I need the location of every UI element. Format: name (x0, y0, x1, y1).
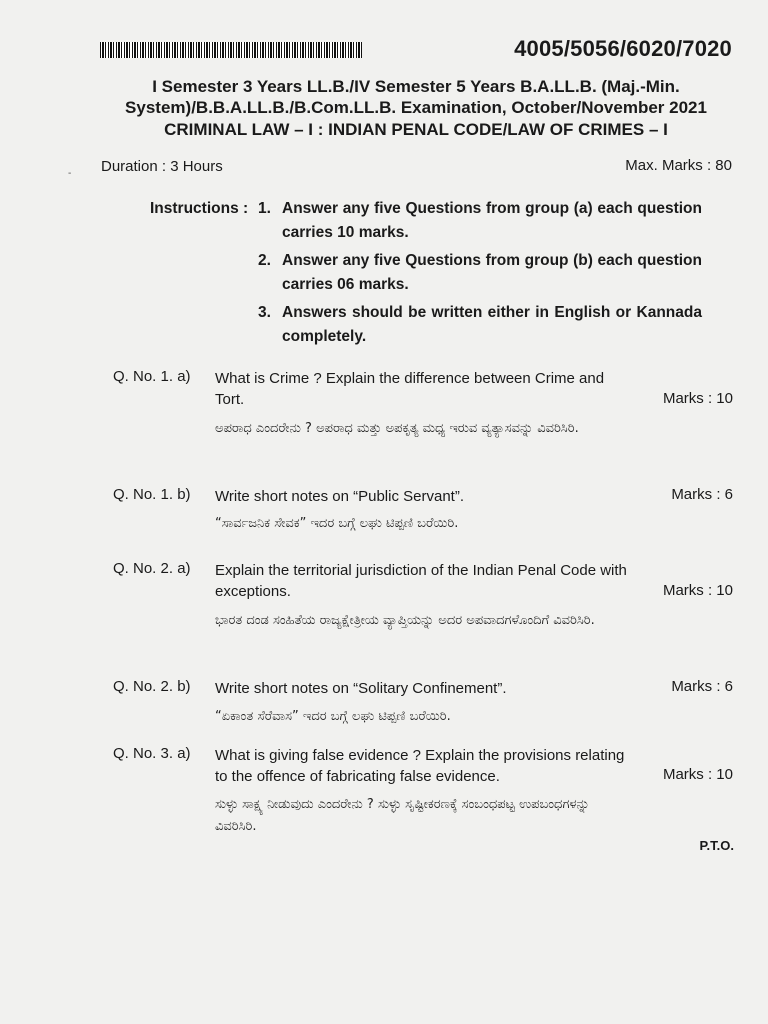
question-kannada: ಅಪರಾಧ ಎಂದರೇನು ? ಅಪರಾಧ ಮತ್ತು ಅಪಕೃತ್ಯ ಮಧ್ಯ ಇರುವ ವ್ಯತ್ಯಾಸವನ್ನು ವಿವರಿಸಿರಿ. (215, 421, 579, 436)
paper-code: 4005/5056/6020/7020 (514, 36, 732, 61)
instruction-number: 1. (258, 200, 271, 217)
question-label: Q. No. 2. b) (113, 678, 191, 695)
question-text: Explain the territorial jurisdiction of the Indian Penal Code with exceptions. (215, 562, 627, 600)
question-marks: Marks : 10 (662, 766, 733, 783)
question-kannada: “ಏಕಾಂತ ಸೆರೆವಾಸ” ಇದರ ಬಗ್ಗೆ ಲಘು ಟಿಪ್ಪಣಿ ಬರೆಯಿರಿ. (215, 709, 451, 724)
question-text: What is giving false evidence ? Explain the provisions relating to the offence of fabricating false evidence. (215, 747, 625, 785)
barcode (100, 42, 362, 58)
question-kannada: ಸುಳ್ಳು ಸಾಕ್ಷ್ಯ ನೀಡುವುದು ಎಂದರೇನು ? ಸುಳ್ಳು ಸೃಷ್ಟೀಕರಣಕ್ಕೆ ಸಂಬಂಧಪಟ್ಟ ಉಪಬಂಧಗಳನ್ನು ವಿವರಿಸಿರಿ. (215, 797, 590, 834)
instruction-text: Answer any five Questions from group (a) each question carries 10 marks. (282, 200, 702, 241)
question-kannada: ಭಾರತ ದಂಡ ಸಂಹಿತೆಯ ರಾಜ್ಯಕ್ಷೇತ್ರೀಯ ವ್ಯಾಪ್ತಿಯನ್ನು ಅದರ ಅಪವಾದಗಳೊಂದಿಗೆ ವಿವರಿಸಿರಿ. (215, 613, 595, 628)
instruction-item (258, 197, 704, 245)
question-marks: Marks : 6 (671, 486, 733, 503)
question-text: Write short notes on “Public Servant”. (215, 488, 464, 505)
question-label: Q. No. 1. a) (113, 368, 191, 385)
page-turn-note: P.T.O. (699, 838, 734, 853)
title-line-2: System)/B.B.A.LL.B./B.Com.LL.B. Examination, October/November 2021 (125, 98, 707, 117)
instruction-number: 2. (258, 252, 271, 269)
question-text: What is Crime ? Explain the difference between Crime and Tort. (215, 370, 605, 408)
question-marks: Marks : 6 (671, 678, 733, 695)
subject-title: CRIMINAL LAW – I : INDIAN PENAL CODE/LAW OF CRIMES – I (164, 120, 668, 139)
question-label: Q. No. 3. a) (113, 745, 191, 762)
duration: Duration : 3 Hours (101, 158, 223, 175)
instruction-item (258, 301, 704, 349)
question-marks: Marks : 10 (662, 582, 733, 599)
instructions-label: Instructions : (150, 200, 249, 217)
question-kannada: “ಸಾರ್ವಜನಿಕ ಸೇವಕ” ಇದರ ಬಗ್ಗೆ ಲಘು ಟಿಪ್ಪಣಿ ಬರೆಯಿರಿ. (215, 516, 459, 531)
max-marks: Max. Marks : 80 (625, 157, 732, 174)
instruction-text: Answers should be written either in English or Kannada completely. (282, 304, 702, 345)
question-marks: Marks : 10 (662, 390, 733, 407)
margin-mark: - (68, 168, 72, 179)
instruction-text: Answer any five Questions from group (b) each question carries 06 marks. (282, 252, 702, 293)
title-line-1: I Semester 3 Years LL.B./IV Semester 5 Years B.A.LL.B. (Maj.-Min. (152, 77, 680, 96)
question-label: Q. No. 2. a) (113, 560, 191, 577)
question-text: Write short notes on “Solitary Confinement”. (215, 680, 507, 697)
question-label: Q. No. 1. b) (113, 486, 191, 503)
instruction-item (258, 249, 704, 297)
instruction-number: 3. (258, 304, 271, 321)
